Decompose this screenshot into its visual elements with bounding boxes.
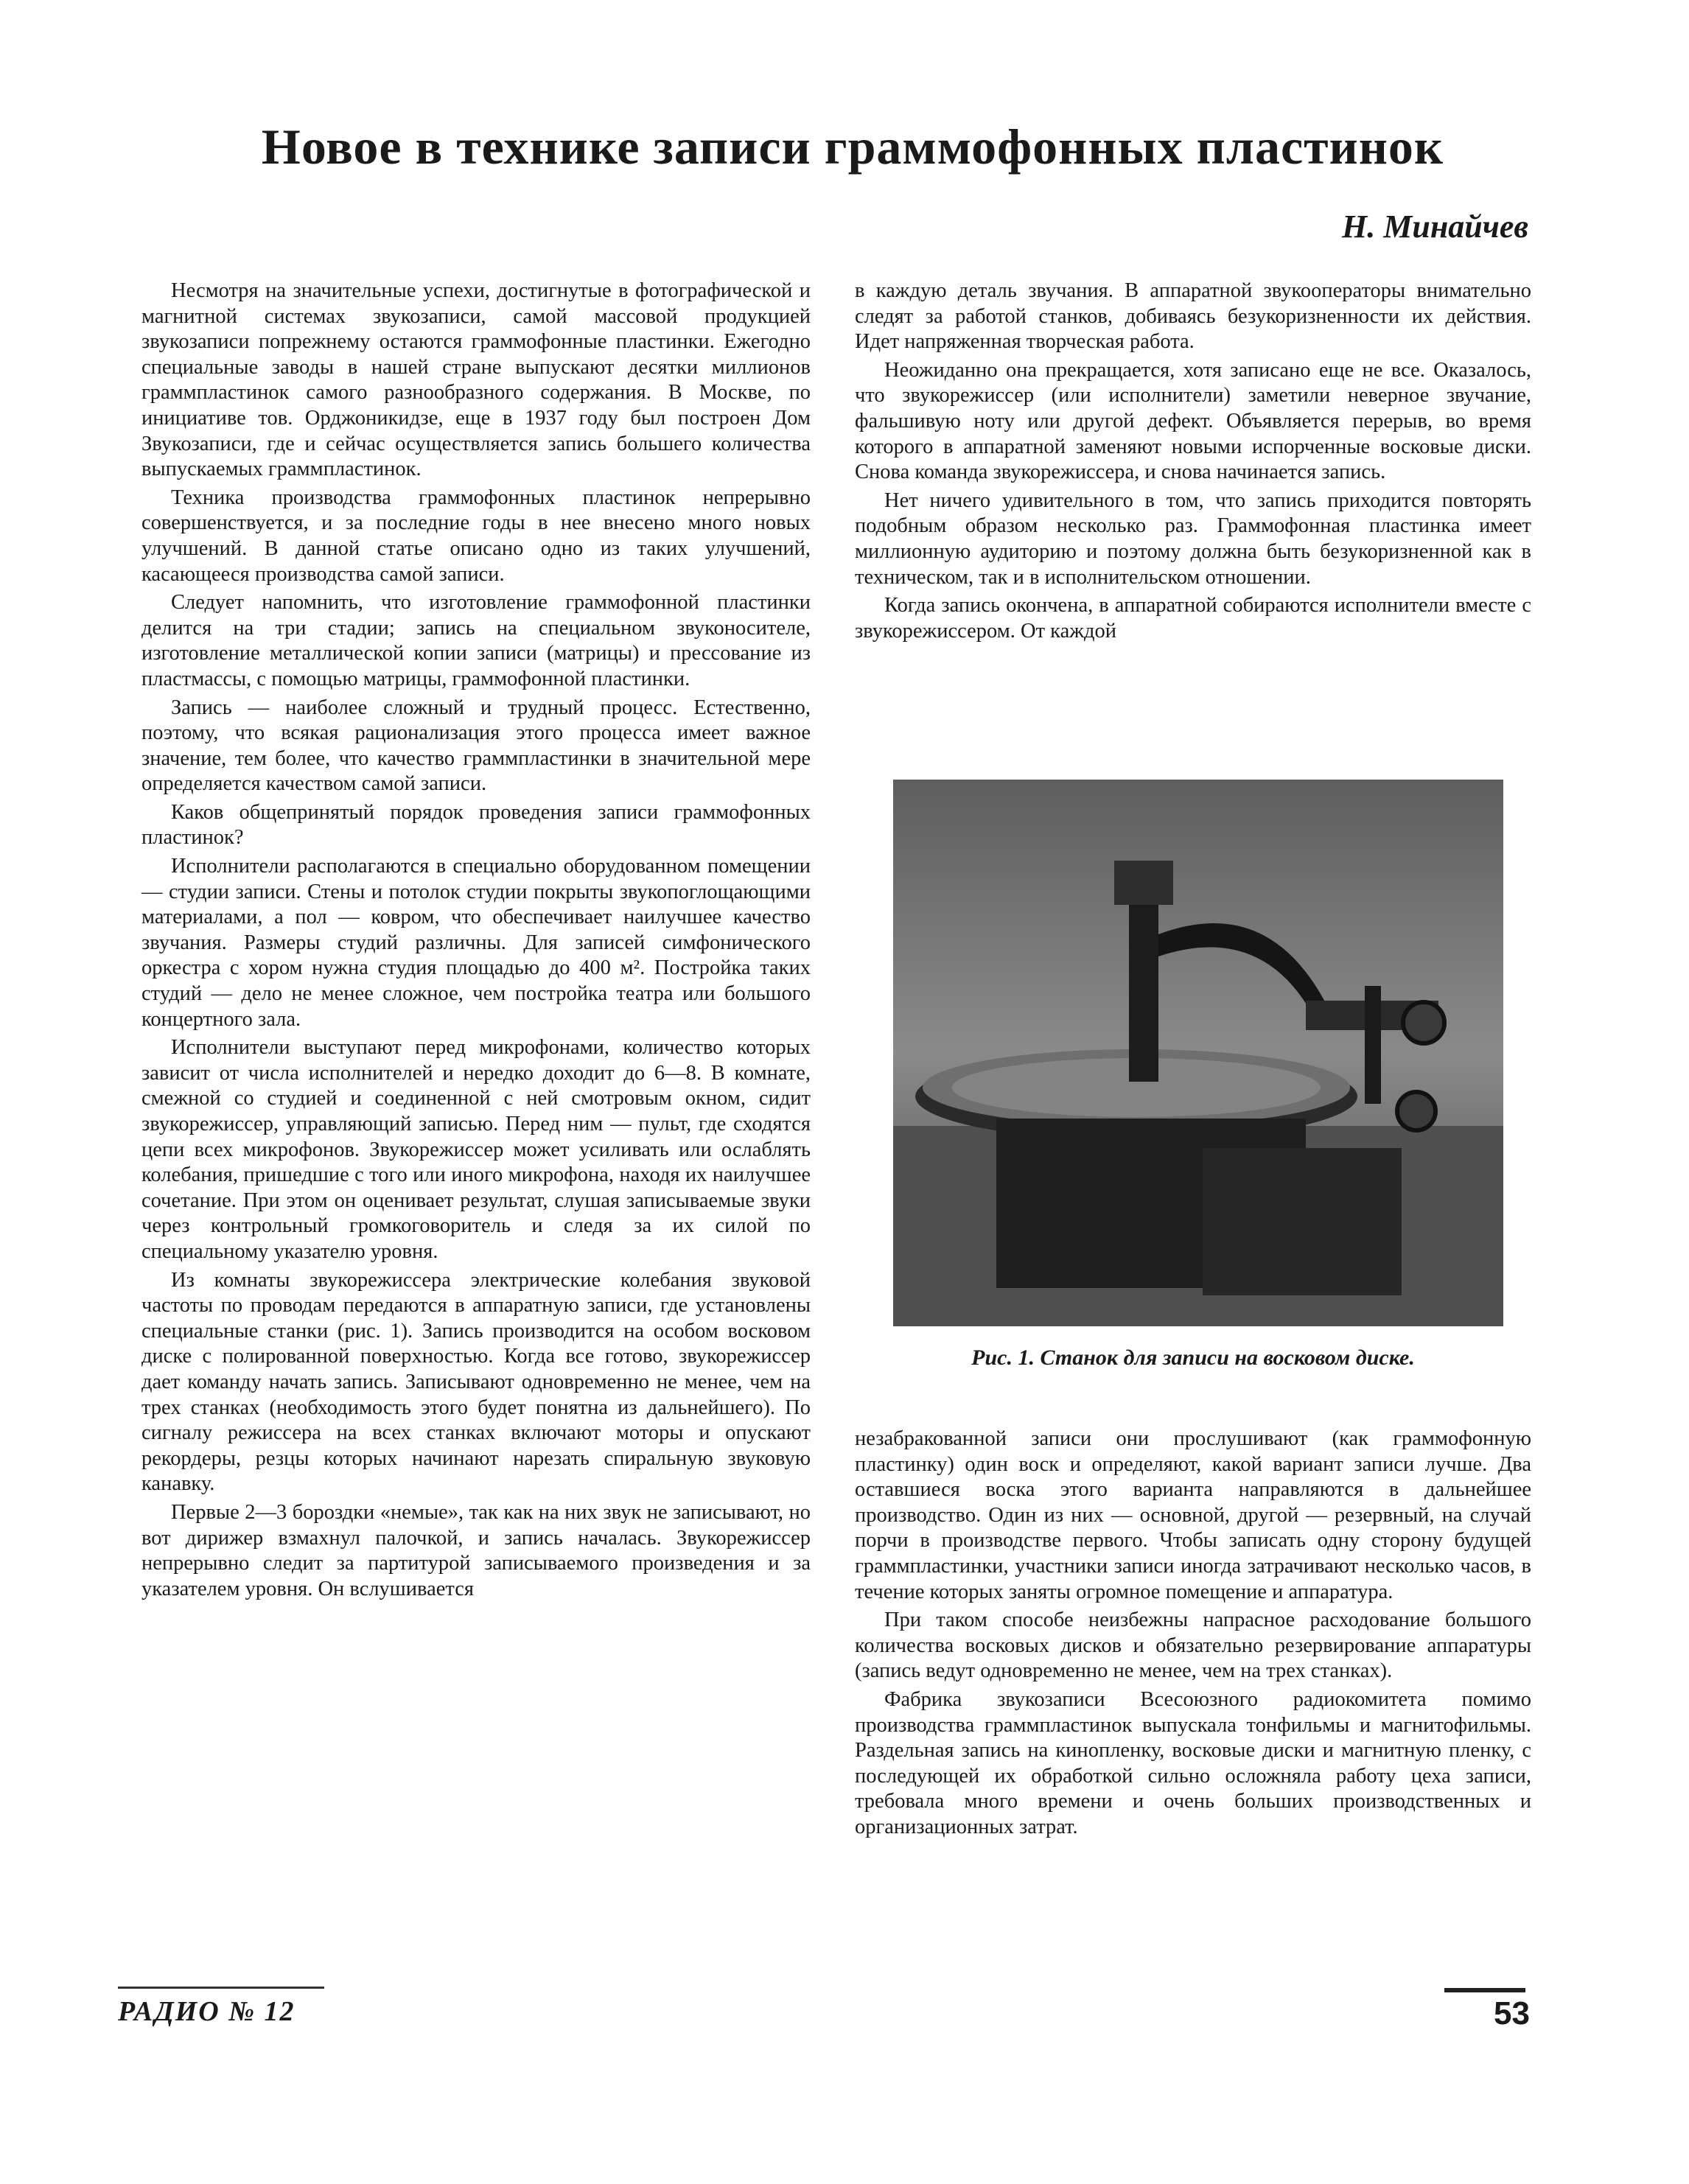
paragraph: незабракованной записи они прослушивают (как граммофонную пластинку) один воск и определяют, какой вариант записи лучше. Два оставшиеся воска этого варианта направляются в дальнейшее производство. Один из них — основной, другой — резервный, на случай порчи в производстве первого. Чтобы записать одну сторону будущей граммпластинки, участники записи иногда затрачивают несколько часов, в течение которых заняты огромное помещение и аппаратура.: [855, 1427, 1531, 1603]
paragraph: Когда запись окончена, в аппаратной собираются исполнители вместе с звукорежиссером. От каждой: [855, 594, 1531, 643]
article-title: Новое в технике записи граммофонных пластинок: [261, 119, 1444, 175]
left-column: [141, 279, 811, 2010]
right-column-top: [855, 279, 1531, 750]
paragraph: Исполнители располагаются в специально оборудованном помещении — студии записи. Стены и потолок студии покрыты звукопоглощающими материалами, а пол — ковром, что обеспечивает наилучшее качество звучания. Размеры студий различны. Для записей симфонического оркестра с хором нужна студия площадью до 400 м². Постройка таких студий — дело не менее сложное, чем постройка театра или большого концертного зала.: [141, 855, 811, 1031]
paragraph: Фабрика звукозаписи Всесоюзного радиокомитета помимо производства граммпластинок выпускала тонфильмы и магнитофильмы. Раздельная запись на кинопленку, восковые диски и магнитную пленку, с последующей их обработкой сильно осложняла работу цеха записи, требовала много времени и очень больших производственных и организационных затрат.: [855, 1687, 1531, 1838]
paragraph: Неожиданно она прекращается, хотя записано еще не все. Оказалось, что звукорежиссер (или исполнители) заметили неверное звучание, фальшивую ноту или другой дефект. Объявляется перерыв, во время которого в аппаратной заменяют новыми испорченные восковые диски. Снова команда звукорежиссера, и снова начинается запись.: [855, 358, 1531, 484]
paragraph: Техника производства граммофонных пластинок непрерывно совершенствуется, и за последние годы в нее внесено много новых улучшений. В данной статье описано одно из таких улучшений, касающееся производства самой записи.: [141, 486, 811, 586]
figure-photo: [893, 780, 1503, 1326]
paragraph: Первые 2—3 бороздки «немые», так как на них звук не записывают, но вот дирижер взмахнул палочкой, и запись началась. Звукорежиссер непрерывно следит за партитурой записываемого произведения и за указателем уровня. Он вслушивается: [141, 1500, 811, 1600]
page-number: 53: [1494, 1995, 1530, 2031]
paragraph: Нет ничего удивительного в том, что запись приходится повторять подобным образом несколько раз. Граммофонная пластинка имеет миллионную аудиторию и поэтому должна быть безукоризненной как в техническом, так и в исполнительском отношении.: [855, 489, 1531, 589]
page-number-rule: [1444, 1988, 1525, 1992]
paragraph: Запись — наиболее сложный и трудный процесс. Естественно, поэтому, что всякая рационализация этого процесса имеет важное значение, тем более, что качество граммпластинки в значительной мере определяется качеством самой записи.: [141, 696, 811, 796]
recording-lathe-image: [893, 780, 1503, 1326]
paragraph: Несмотря на значительные успехи, достигнутые в фотографической и магнитной системах звукозаписи, самой массовой продукцией звукозаписи попрежнему остаются граммофонные пластинки. Ежегодно специальные заводы в нашей стране выпускают десятки миллионов граммпластинок самого разнообразного содержания. В Москве, по инициативе тов. Орджоникидзе, еще в 1937 году был построен Дом Звукозаписи, где и сейчас осуществляется запись большего количества выпускаемых граммпластинок.: [141, 279, 811, 481]
paragraph: Каков общепринятый порядок проведения записи граммофонных пластинок?: [141, 800, 811, 850]
paragraph: Исполнители выступают перед микрофонами, количество которых зависит от числа исполнителей и нередко доходит до 6—8. В комнате, смежной со студией и соединенной с ней смотровым окном, сидит звукорежиссер, управляющий записью. Перед ним — пульт, где сходятся цепи всех микрофонов. Звукорежиссер может усиливать или ослаблять колебания, пришедшие с того или иного микрофона, находя их наилучшее сочетание. При этом он оценивает результат, слушая записываемые звуки через контрольный громкоговоритель и следя за их силой по специальному указателю уровня.: [141, 1036, 811, 1263]
magazine-issue: РАДИО № 12: [118, 1996, 296, 2027]
article-author: Н. Минайчев: [1342, 209, 1528, 245]
footer-rule: [118, 1987, 324, 1989]
paragraph: в каждую деталь звучания. В аппаратной звукооператоры внимательно следят за работой станков, добиваясь безукоризненности их действия. Идет напряженная творческая работа.: [855, 279, 1531, 354]
figure-caption: Рис. 1. Станок для записи на восковом диске.: [971, 1345, 1415, 1370]
paragraph: Из комнаты звукорежиссера электрические колебания звуковой частоты по проводам передаются в аппаратную записи, где установлены специальные станки (рис. 1). Запись производится на особом восковом диске с полированной поверхностью. Когда все готово, звукорежиссер дает команду начать запись. Записывают одновременно не менее, чем на трех станках (необходимость этого будет понятна из дальнейшего). По сигналу режиссера на всех станках включают моторы и опускают рекордеры, резцы которых начинают нарезать спиральную звуковую канавку.: [141, 1268, 811, 1496]
paragraph: Следует напомнить, что изготовление граммофонной пластинки делится на три стадии; запись на специальном звуконосителе, изготовление металлической копии записи (матрицы) и прессование из пластмассы, с помощью матрицы, граммофонной пластинки.: [141, 591, 811, 690]
paragraph: При таком способе неизбежны напрасное расходование большого количества восковых дисков и обязательно резервирование аппаратуры (запись ведут одновременно не менее, чем на трех станках).: [855, 1609, 1531, 1683]
right-column-bottom: [855, 1427, 1531, 2001]
